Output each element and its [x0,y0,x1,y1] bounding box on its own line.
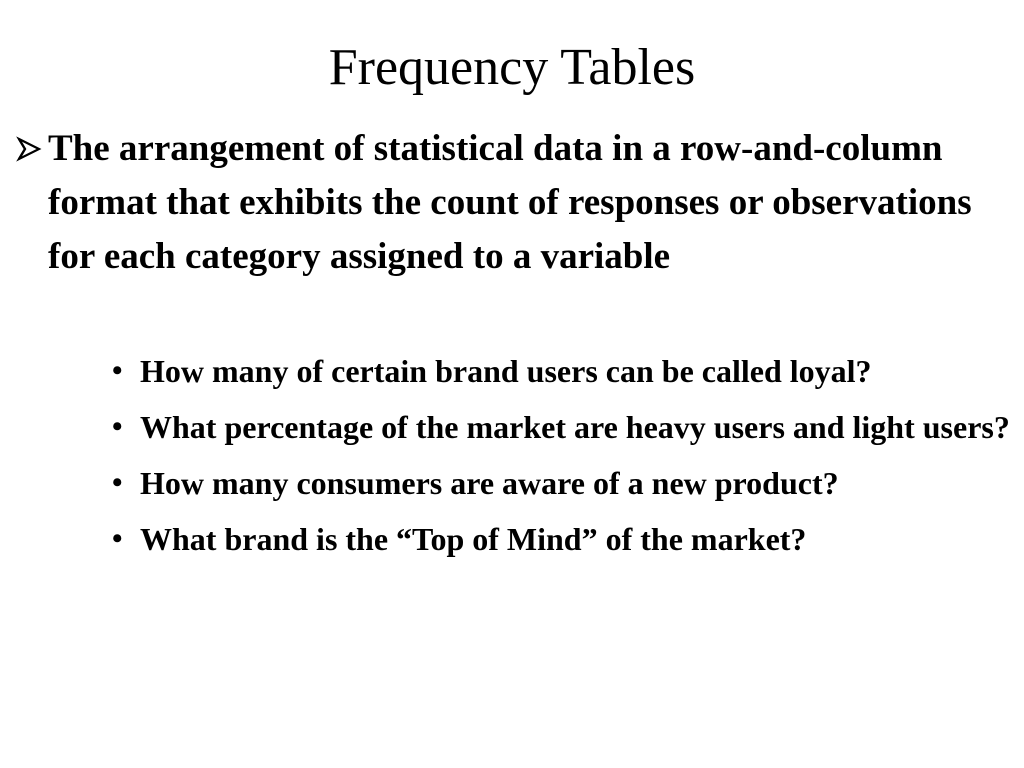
bullet-dot-icon: • [112,522,123,555]
main-bullet [16,122,1016,284]
sub-bullet-list [112,348,1012,572]
list-item [112,460,1012,506]
sub-bullet-text: What percentage of the market are heavy users and light users? [140,409,1010,445]
sub-bullet-text: What brand is the “Top of Mind” of the market? [140,521,807,557]
sub-bullet-text: How many consumers are aware of a new product? [140,465,839,501]
bullet-dot-icon: • [112,466,123,499]
list-item [112,348,1012,394]
list-item [112,516,1012,562]
list-item [112,404,1012,450]
main-bullet-text: The arrangement of statistical data in a row-and-column format that exhibits the count of responses or observations for each category assigned to a variable [48,128,972,277]
arrowhead-bullet-icon [16,122,48,176]
bullet-dot-icon: • [112,354,123,387]
sub-bullet-text: How many of certain brand users can be called loyal? [140,353,872,389]
bullet-dot-icon: • [112,410,123,443]
slide-title: Frequency Tables [328,39,696,96]
